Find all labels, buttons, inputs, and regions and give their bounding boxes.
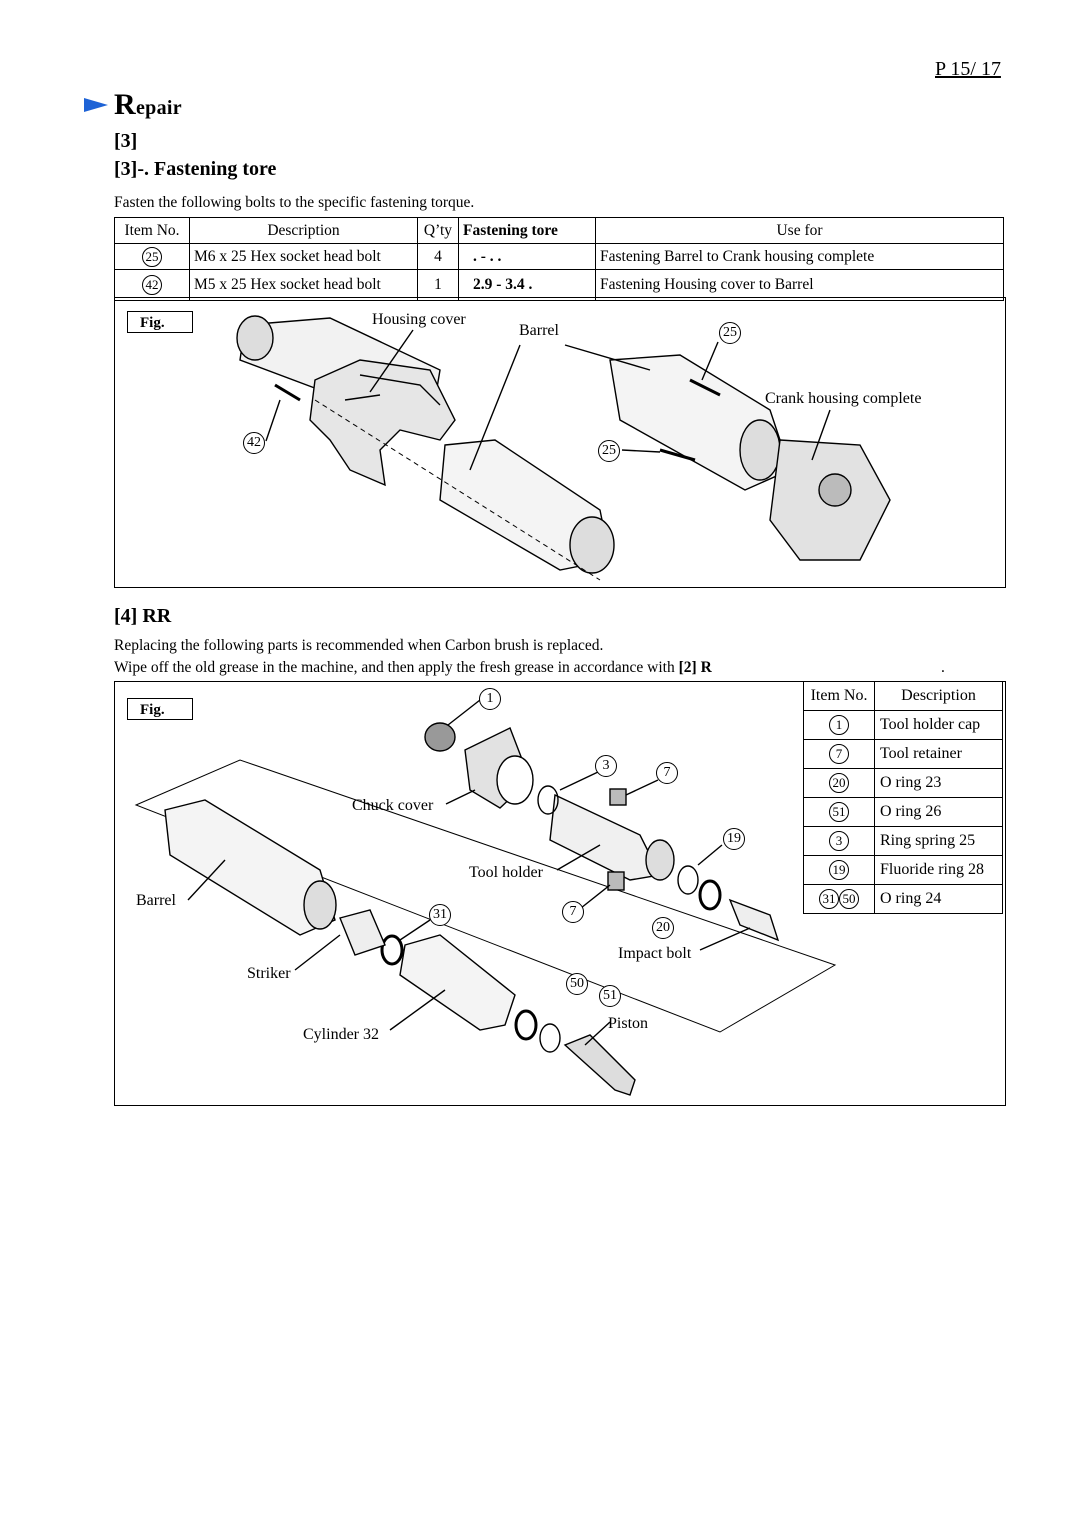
table-header-row <box>804 682 1003 711</box>
callout-42: 42 <box>243 432 265 454</box>
callout-25: 25 <box>598 440 620 462</box>
cell-qty: 1 <box>418 270 459 301</box>
cell-description: Tool retainer <box>875 740 1003 769</box>
header-cell: Description <box>875 682 1003 711</box>
header-cell: Fastening tore <box>459 218 596 244</box>
section4-line2-end: . <box>941 659 945 676</box>
label-barrel: Barrel <box>519 322 559 339</box>
label-piston: Piston <box>608 1015 649 1032</box>
repair-heading-cap: R <box>114 88 136 121</box>
repair-heading-rest: epair <box>135 97 182 119</box>
section4-line2-ref: [2] R <box>678 659 712 676</box>
cell-description: Ring spring 25 <box>875 827 1003 856</box>
label-chuck-cover: Chuck cover <box>352 797 434 814</box>
label-striker: Striker <box>247 965 291 982</box>
cell-description: M6 x 25 Hex socket head bolt <box>190 244 418 270</box>
callout-20: 20 <box>652 917 674 939</box>
callout-25: 25 <box>719 322 741 344</box>
item-number-badge: 20 <box>829 773 849 793</box>
table-row <box>804 885 1003 914</box>
cell-use-for: Fastening Barrel to Crank housing complete <box>596 244 1004 270</box>
section-title: [3]-. Fastening tore <box>114 158 277 180</box>
cell-description: O ring 26 <box>875 798 1003 827</box>
item-number-badge: 51 <box>829 802 849 822</box>
label-barrel: Barrel <box>136 892 176 909</box>
section4-line2: Wipe off the old grease in the machine, and then apply the fresh grease in accordance with <box>114 659 675 676</box>
section-number: [3] <box>114 130 138 152</box>
table-row <box>804 711 1003 740</box>
header-cell: Item No. <box>804 682 875 711</box>
cell-description: O ring 23 <box>875 769 1003 798</box>
label-tool-holder: Tool holder <box>469 864 543 881</box>
section4-line1: Replacing the following parts is recommended when Carbon brush is replaced. <box>114 637 604 654</box>
table-row <box>804 769 1003 798</box>
table-row <box>804 827 1003 856</box>
label-cylinder: Cylinder 32 <box>303 1026 379 1043</box>
item-number-badge: 50 <box>839 889 859 909</box>
callout-51: 51 <box>599 985 621 1007</box>
item-number-badge: 3 <box>829 831 849 851</box>
callout-7: 7 <box>656 762 678 784</box>
fastening-illustration <box>237 316 890 580</box>
label-impact-bolt: Impact bolt <box>618 945 692 962</box>
item-number-badge: 42 <box>142 275 162 295</box>
header-cell: Item No. <box>115 218 190 244</box>
item-number-badge: 25 <box>142 247 162 267</box>
cell-torque: . - . . <box>459 244 596 270</box>
table-row <box>804 798 1003 827</box>
label-housing-cover: Housing cover <box>372 311 466 328</box>
table-row <box>804 856 1003 885</box>
cell-torque: 2.9 - 3.4 . <box>459 270 596 301</box>
item-number-badge: 19 <box>829 860 849 880</box>
cell-description: M5 x 25 Hex socket head bolt <box>190 270 418 301</box>
header-cell: Q’ty <box>418 218 459 244</box>
callout-50: 50 <box>566 973 588 995</box>
callout-19: 19 <box>723 828 745 850</box>
cell-description: O ring 24 <box>875 885 1003 914</box>
callout-3: 3 <box>595 755 617 777</box>
header-cell: Use for <box>596 218 1004 244</box>
figure-label: Fig. <box>127 698 193 720</box>
section-intro: Fasten the following bolts to the specific fastening torque. <box>114 194 475 211</box>
item-number-badge: 7 <box>829 744 849 764</box>
item-number-badge: 31 <box>819 889 839 909</box>
label-crank-housing: Crank housing complete <box>765 390 922 407</box>
page-number: P 15/ 17 <box>935 58 1001 80</box>
section4-line2-wrap <box>114 659 1034 677</box>
figure-label: Fig. <box>127 311 193 333</box>
callout-1: 1 <box>479 688 501 710</box>
header-cell: Description <box>190 218 418 244</box>
callout-31: 31 <box>429 904 451 926</box>
parts-table <box>803 681 1003 914</box>
callout-7: 7 <box>562 901 584 923</box>
table-row <box>804 740 1003 769</box>
section4-title: [4] RR <box>114 605 172 627</box>
cell-description: Fluoride ring 28 <box>875 856 1003 885</box>
cell-use-for: Fastening Housing cover to Barrel <box>596 270 1004 301</box>
cell-description: Tool holder cap <box>875 711 1003 740</box>
item-number-badge: 1 <box>829 715 849 735</box>
cell-qty: 4 <box>418 244 459 270</box>
